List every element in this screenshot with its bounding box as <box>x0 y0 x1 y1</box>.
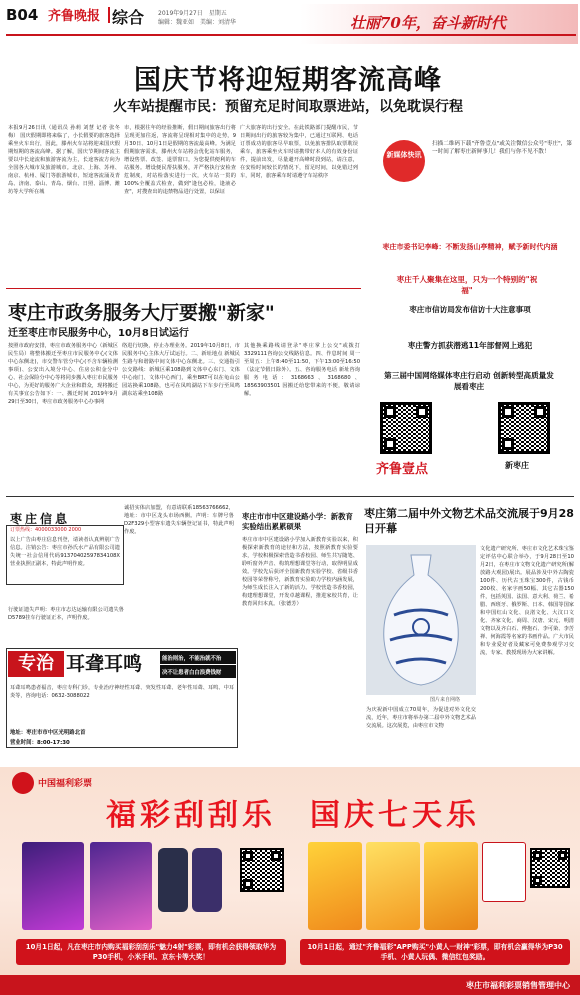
classified-title: 枣庄信息 <box>10 512 71 526</box>
ticket-card <box>90 842 152 930</box>
qr-corner <box>243 879 253 889</box>
ticket-card <box>424 842 478 930</box>
classified-text: 以上广告由枣庄信息刊登，请读者认真辨别广告信息。注销公告：枣庄市孙氏水产品有限公司遗失统一社会信用代码91370402597834108X营业执照正副本，特此声明作废。 <box>10 537 120 567</box>
section-name: 综合 <box>112 8 145 27</box>
qr-corner <box>533 851 542 860</box>
badge-label: 新媒体快讯 <box>386 151 422 159</box>
slogan-text: 壮丽70年，奋斗新时代 <box>350 14 506 32</box>
qr-corner <box>558 851 567 860</box>
ear-ad-tag-2: 决不让患者白白浪费钱财 <box>160 665 236 678</box>
lead-column-1: 本报9月26日讯（通讯员 孙莉 刘慧 记者 张冬梅） 国庆假期即将来临了，小长假要的旅客选择乘坐火车出行，因此，滕州火车站将迎来国庆假期短期的客流高峰。据了解，国庆节期间客流主要以中长途流和旅游客流为主，长途客流方向为全国各大城市及旅游城市。北京、上海、苏州、南京、杭州、厦门等旅游城市，短途客流涌及青岛、济南、泰山、青岛、烟台、日照、淄博、潍坊等大学所在城 <box>8 125 120 195</box>
qr-corner <box>416 406 428 418</box>
classified-text-2: 诚招实体店加盟，有意请联系18563766662，地址：市中区龙头市场西侧。声明：车牌号鲁D2F329小型客车遗失车辆登记证书，特此声明作废。 <box>124 505 234 535</box>
classified-text-3: 行驶证遗失声明：枣庄市志达运输有限公司遗失鲁D5789挂车行驶证正本，声明作废。 <box>8 607 124 621</box>
new-media-badge <box>383 140 425 182</box>
news-item-3[interactable]: 枣庄市信访局发布信访十大注意事项 <box>409 305 531 314</box>
news-item-5[interactable]: 第三届中国网络媒体枣庄行启动 创新转型高质量发展看枣庄 <box>384 371 554 391</box>
school-headline: 枣庄市市中区建设路小学：新教育实验结出累累硕果 <box>242 512 353 531</box>
qr-corner <box>534 406 546 418</box>
lead-subhead: 火车站提醒市民：预留充足时间取票进站，以免耽误行程 <box>113 99 463 115</box>
ear-ad-tag-1: 能治则治，不能治就不治 <box>160 651 236 664</box>
page-number: B04 <box>6 6 39 24</box>
lead-column-3: 广大旅客的出行安全。在此铁路部门提醒市民，节日期间出行的旅客较为集中，已通过互联网、电话订票成功的旅客尽早取票，以免旅客排队取票耽误乘车，旅客乘坐火车时请携带好本人的有效身份证件，提前出发，尽量避开高峰时段到站，请注意，在安检时间较长的情况下，留足时间，以免错过列车，同时，旅客乘车时请遵守车站秩序 <box>240 125 358 179</box>
ear-ad-hours: 营业时间：8:00-17:30 <box>10 740 70 746</box>
ticket-card <box>308 842 362 930</box>
news-item-2[interactable]: 枣庄千人聚集在这里，只为一个特别的"祝福" <box>396 275 538 295</box>
art-body-right: 文化遗产研究所、枣庄市文化艺术珠宝鉴定评估中心联合举办，于9月28日至10月2日，在枣庄市文物文化遗产研究所(解放路大观园)展出。展品涉及中外古陶瓷100件、历代古玉珠宝300件，古钱币200枚、名家字画50幅、其它古器150件，包括英国、法国、意大利、荷兰、希腊、西班牙、俄罗斯、日本、韩国等国家和中国红山文化、良渚文化、大汶口文化、齐家文化、商周、汉唐、宋元、明清文物以及齐白石、傅抱石、李可染、李苦禅、何海霞等名家的书画作品。广大市民和专业爱好者及藏家可免费参观学习交流，专家、教授现场为大家讲解。 <box>480 546 574 656</box>
app-logo: 齐鲁壹点 <box>376 462 429 477</box>
art-headline: 枣庄第二届中外文物艺术品交流展于9月28日开幕 <box>364 507 574 535</box>
header-rule <box>6 34 576 36</box>
lottery-title: 福彩刮刮乐 国庆七天乐 <box>106 798 480 833</box>
art-body-left: 为庆祝新中国成立70周年，为促进对外文化交流，近年，枣庄市将举办第二届中外文物艺术品交流展。这次展览，由枣庄市文物 <box>366 707 476 729</box>
qr-corner <box>384 406 396 418</box>
classified-hotline: 订票热线：4000033000 2000 <box>10 527 82 533</box>
qr2-label: 新枣庄 <box>505 461 529 470</box>
editor-line: 编辑：魏亚如 美编：刘清华 <box>158 19 237 26</box>
second-headline: 枣庄市政务服务大厅要搬"新家" <box>8 302 275 324</box>
qr-corner <box>533 876 542 885</box>
lottery-footer: 枣庄市福利彩票销售管理中心 <box>0 975 580 995</box>
ticket-card <box>22 842 84 930</box>
lottery-logo-icon <box>12 772 34 794</box>
date-line: 2019年9月27日 星期五 <box>158 10 227 17</box>
ear-ad-title: 耳聋耳鸣 <box>66 653 143 675</box>
paper-logo: 齐鲁晚报 <box>48 9 101 24</box>
lead-headline: 国庆节将迎短期客流高峰 <box>134 65 442 96</box>
ticket-card <box>366 842 420 930</box>
ear-ad-body: 耳聋耳鸣患者福音，枣庄专科门诊，专业治疗神经性耳聋、突发性耳聋、老年性耳聋、耳鸣、中耳炎等，咨询电话：0632-3088022 <box>10 685 234 699</box>
header-divider <box>108 7 110 23</box>
qr-code-newzaozhuang[interactable] <box>498 402 550 454</box>
qr-corner <box>243 851 253 861</box>
qr-code-app[interactable] <box>380 402 432 454</box>
divider <box>6 496 574 497</box>
qr-caption: 扫描二维码下载"齐鲁壹点"或关注微信公众号"枣庄"，第一时间了解枣庄新鲜事儿！我们与你不见不散！ <box>432 141 572 155</box>
qr-code-lottery-left[interactable] <box>240 848 284 892</box>
lead-column-2: 市，根据往年的经验推断，假日期间旅客出行将呈现更加往返，客流将呈现相对集中的走势，9月30日、10月1日是假期的客流最高峰。为满足假期旅客需求，滕州火车站将会优化站车服务，增设售票、改签、退票窗口，为您提供便利的车站服务。增设便民帮扶服务，并严格执行安检查危制度，对站检落实进行一次，火车站一贯的100%全覆盖式检查，做到"逢包必检，逢液必查"，对搜查出的违禁物品进行处置，以保证 <box>124 125 236 195</box>
news-item-1[interactable]: 枣庄市委书记李峰：不断发扬山亭精神，赋予新时代内涵 <box>382 243 558 251</box>
news-item-4[interactable]: 枣庄警方抓获潜逃11年部督网上逃犯 <box>407 341 533 350</box>
qr-corner <box>502 406 514 418</box>
second-column-2: 络进行切换，停止办理业务。2019年10月8日，市民服务中心主体大厅试运行。二、新址地点 新城民生路与和谐路中间文体中心东侧北。三、交通指引 公交路线：新城区乘108路到文体中心东门、文体中心南门、文体中心西门，乘坐BRT可以在龟山公园站换乘108路，也可在凤鸣湖站下车步行至凤鸣湖东站乘坐108路 <box>122 343 240 397</box>
qr-corner <box>502 438 514 450</box>
second-subhead: 迁至枣庄市民服务中心，10月8日试运行 <box>8 328 189 339</box>
second-column-3: 其他换乘路线请登录"枣庄掌上公交"或拨打3329111咨询公交线路信息。四、作息时间 周一至周五：上午8:40至11:50，下午13:00至16:50（法定节假日除外）。五、咨询服务电话 新址咨询服务电话：3168663、3168680、18563903501 因搬迁给您带来的不便，敬请谅解。 <box>244 343 360 397</box>
qr-code-lottery-right[interactable] <box>530 848 570 888</box>
lottery-promo-right: 10月1日起，通过"齐鲁福彩"APP购买"小黄人一财神"彩票，即有机会赢得华为P30手机、小黄人玩偶、微信红包奖励。 <box>300 939 570 965</box>
photo-caption: 图片来自网络 <box>430 697 461 703</box>
qr-corner <box>271 851 281 861</box>
qr-corner <box>384 438 396 450</box>
phone-prize <box>158 848 188 912</box>
school-body: 枣庄市市中区建设路小学加入新教育实验以来，积极探索新教育的途径和方法，按照新教育实验要求，学校积极探索营造书香校园、师生共写随笔、聆听窗外声音、构筑理想课堂等行动，取得明显成效。学校先后获评全国新教育实验学校、省级书香校园等荣誉称号，新教育实验助力学校内涵发展，为师生成长注入了新的活力。学校营造书香校园，构建理想课堂，开发卓越课程，推进家校共育，让教育回归本真。（张德芳） <box>242 537 358 607</box>
phone-prize <box>482 842 526 902</box>
ear-ad-left-label: 专治 <box>8 651 64 677</box>
ear-ad-address: 地址：枣庄市市中区光明路北首 <box>10 730 86 736</box>
divider <box>6 288 361 289</box>
vase-image <box>366 545 476 695</box>
second-column-1: 按照市政府安排，枣庄市政务服务中心（新城区民生局）将整体搬迁至枣庄市民服务中心(文体中心东侧北)，市交警车管分中心(不含车辆检测事项)、公安出入境分中心、住房公积金分中心、社会保险分中心等将同步搬入枣庄市民服务中心，为更好的服务广大企业和群众，现将搬迁有关事宜公告如下：一、搬迁时间 2019年9月29日至30日，枣庄市政务服务中心办事网 <box>8 343 118 405</box>
lottery-promo-left: 10月1日起，凡在枣庄市内购买福彩刮刮乐"魅力4射"彩票，即有机会获得领取华为P30手机，小米手机、京东卡等大奖！ <box>16 939 286 965</box>
phone-prize <box>192 848 222 912</box>
lottery-brand: 中国福利彩票 <box>38 779 93 789</box>
